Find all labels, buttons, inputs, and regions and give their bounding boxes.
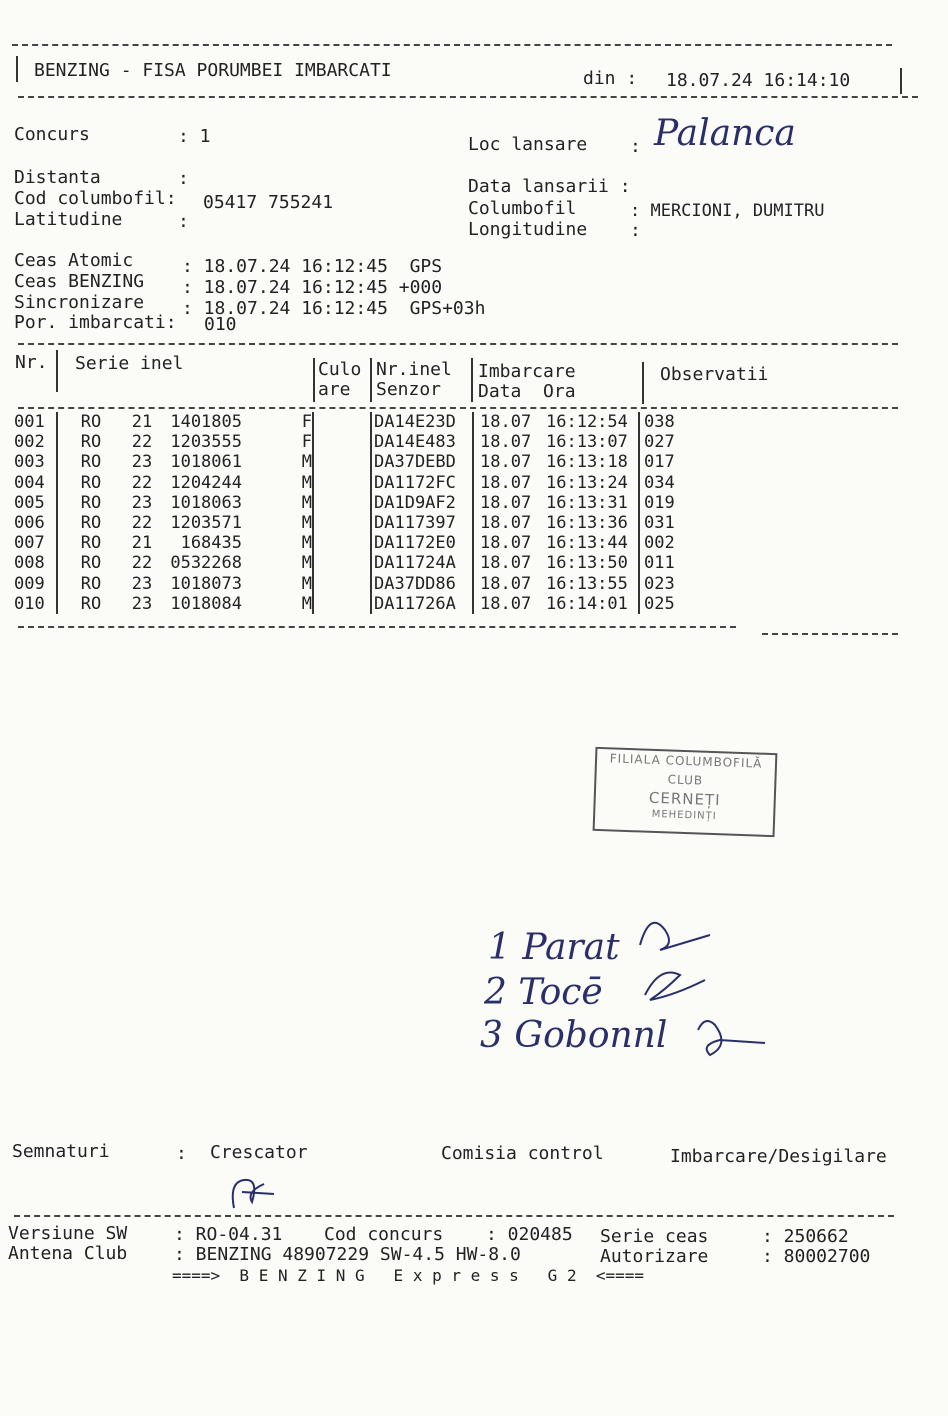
- cell-sensor: DA117397: [374, 513, 456, 534]
- serie-ceas-value: : 250662: [762, 1226, 849, 1247]
- header-top-rule: [12, 44, 892, 46]
- cell-ring: 1018084: [170, 593, 242, 614]
- cell-sex: F: [301, 412, 312, 432]
- versiune-sw-label: Versiune SW: [8, 1223, 128, 1244]
- cell-date: 18.07: [480, 573, 532, 594]
- table-bottom-rule-right: [762, 633, 898, 635]
- cell-sex: M: [301, 452, 312, 473]
- concurs-label: Concurs: [14, 124, 90, 145]
- cod-columbofil-value: 05417 755241: [203, 192, 334, 213]
- table-row: [14, 533, 684, 553]
- cell-date: 18.07: [480, 593, 532, 614]
- cell-sex: M: [301, 533, 312, 554]
- cell-empty: [316, 473, 371, 493]
- table-row: [14, 452, 684, 472]
- latitudine-colon: :: [178, 211, 189, 232]
- cell-time: 16:13:24: [546, 472, 628, 493]
- col-header-serie: Serie inel: [75, 353, 184, 374]
- table-top-rule: [18, 343, 898, 345]
- cell-time: 16:13:55: [546, 573, 628, 594]
- table-row: [14, 574, 684, 594]
- col-header-nr: Nr.: [15, 352, 48, 373]
- cell-empty: [316, 493, 371, 513]
- cell-ring: 1018073: [170, 573, 242, 594]
- cell-sensor: DA37DD86: [374, 573, 456, 594]
- sincronizare-label: Sincronizare: [14, 292, 145, 313]
- cell-empty: [316, 513, 371, 533]
- cell-date: 18.07: [480, 452, 532, 473]
- cell-nr: 001: [14, 412, 45, 432]
- ceas-atomic-label: Ceas Atomic: [14, 250, 134, 271]
- ceas-atomic-value: : 18.07.24 16:12:45 GPS: [182, 256, 443, 277]
- cell-sex: M: [301, 513, 312, 534]
- col-divider-culoare: [370, 358, 372, 402]
- cell-nr: 006: [14, 513, 45, 534]
- cell-sensor: DA37DEBD: [374, 452, 456, 473]
- cell-sex: M: [301, 553, 312, 574]
- cell-time: 16:13:31: [546, 492, 628, 513]
- handwritten-signature-marks: [620, 905, 770, 1065]
- crescator-signature: [224, 1172, 284, 1212]
- columbofil-label: Columbofil: [468, 198, 577, 219]
- cell-country: RO: [80, 513, 102, 534]
- cell-obs: 002: [644, 533, 675, 554]
- cell-ring: 0532268: [170, 553, 242, 574]
- header-left-border: [16, 56, 18, 82]
- table-header-rule: [18, 407, 898, 409]
- porumbei-imbarcati-label: Por. imbarcati:: [14, 312, 177, 333]
- cell-empty: [316, 553, 371, 573]
- cell-obs: 031: [644, 513, 675, 534]
- versiune-sw-value: : RO-04.31: [174, 1224, 283, 1245]
- cell-nr: 010: [14, 593, 45, 614]
- col-divider-nr: [56, 350, 58, 392]
- table-row: [14, 432, 684, 452]
- cell-sex: M: [301, 593, 312, 614]
- cod-concurs-value: : 020485: [486, 1224, 573, 1245]
- comisia-control-label: Comisia control: [441, 1143, 604, 1164]
- cell-ring: 1203555: [170, 432, 242, 453]
- cell-nr: 005: [14, 492, 45, 513]
- table-row: [14, 594, 684, 614]
- cell-obs: 017: [644, 452, 675, 473]
- cell-sex: M: [301, 573, 312, 594]
- pigeons-table-body: [14, 412, 684, 614]
- cod-concurs-label: Cod concurs: [324, 1224, 444, 1245]
- loc-lansare-colon: :: [630, 136, 641, 157]
- header-bottom-rule: [18, 96, 918, 98]
- cell-year: 21: [131, 412, 153, 432]
- cell-ring: 1018063: [170, 492, 242, 513]
- sincronizare-value: : 18.07.24 16:12:45 GPS+03h: [182, 298, 486, 319]
- cell-country: RO: [80, 553, 102, 574]
- cell-obs: 034: [644, 472, 675, 493]
- stamp-line-2: CLUB: [667, 772, 704, 788]
- cell-sex: M: [301, 472, 312, 493]
- cell-sensor: DA1172E0: [374, 533, 456, 554]
- cell-year: 22: [131, 553, 153, 574]
- semnaturi-colon: :: [176, 1143, 187, 1164]
- footer-top-rule: [14, 1215, 894, 1217]
- col-divider-imbarcare: [642, 362, 644, 404]
- cell-sensor: DA11726A: [374, 593, 456, 614]
- cell-obs: 027: [644, 432, 675, 453]
- cell-country: RO: [80, 472, 102, 493]
- cell-time: 16:13:36: [546, 513, 628, 534]
- crescator-label: Crescator: [210, 1142, 308, 1163]
- cell-year: 22: [131, 472, 153, 493]
- longitudine-label: Longitudine: [468, 219, 588, 240]
- cell-country: RO: [80, 573, 102, 594]
- antena-club-label: Antena Club: [8, 1243, 128, 1264]
- semnaturi-label: Semnaturi: [12, 1141, 110, 1162]
- cell-nr: 002: [14, 432, 45, 453]
- col-header-nrinel-2: Senzor: [376, 379, 442, 400]
- loc-lansare-label: Loc lansare: [468, 134, 588, 155]
- serie-ceas-label: Serie ceas: [600, 1226, 709, 1247]
- longitudine-colon: :: [630, 220, 641, 241]
- cell-date: 18.07: [480, 513, 532, 534]
- cell-empty: [316, 533, 371, 553]
- col-header-culoare-1: Culo: [318, 359, 362, 380]
- autorizare-label: Autorizare: [600, 1246, 709, 1267]
- cell-ring: 168435: [180, 533, 242, 554]
- handwritten-line-1: 1 Parat: [488, 927, 620, 968]
- cell-date: 18.07: [480, 432, 532, 453]
- table-bottom-rule: [18, 626, 736, 628]
- cell-country: RO: [80, 492, 102, 513]
- benzing-express-banner: ====> B E N Z I N G E x p r e s s G 2 <====: [172, 1266, 645, 1285]
- table-row: [14, 513, 684, 533]
- cell-year: 22: [131, 513, 153, 534]
- distanta-colon: :: [178, 168, 189, 189]
- cell-year: 23: [131, 492, 153, 513]
- col-divider-serie: [313, 358, 315, 402]
- imbarcare-desigilare-label: Imbarcare/Desigilare: [670, 1146, 887, 1167]
- cell-year: 23: [131, 573, 153, 594]
- cell-sensor: DA14E483: [374, 432, 456, 453]
- handwritten-line-3: 3 Gobonnl: [480, 1015, 668, 1056]
- cell-time: 16:12:54: [546, 412, 628, 432]
- cell-time: 16:13:07: [546, 432, 628, 453]
- antena-club-value: : BENZING 48907229 SW-4.5 HW-8.0: [174, 1244, 521, 1265]
- cell-empty: [316, 412, 371, 432]
- header-din-label: din :: [583, 68, 638, 89]
- col-divider-nrinel: [471, 358, 473, 402]
- columbofil-value: : MERCIONI, DUMITRU: [630, 201, 825, 221]
- loc-lansare-handwritten: Palanca: [654, 113, 796, 154]
- cell-date: 18.07: [480, 472, 532, 493]
- cell-obs: 011: [644, 553, 675, 574]
- cell-year: 23: [131, 593, 153, 614]
- cell-nr: 008: [14, 553, 45, 574]
- ceas-benzing-value: : 18.07.24 16:12:45 +000: [182, 277, 443, 298]
- cell-nr: 009: [14, 573, 45, 594]
- cell-sensor: DA1172FC: [374, 472, 456, 493]
- table-row: [14, 473, 684, 493]
- col-header-imbarcare-2: Data Ora: [478, 381, 576, 402]
- cell-ring: 1203571: [170, 513, 242, 534]
- cell-empty: [316, 452, 371, 472]
- cell-country: RO: [80, 533, 102, 554]
- cell-date: 18.07: [480, 533, 532, 554]
- cell-year: 23: [131, 452, 153, 473]
- cell-nr: 004: [14, 472, 45, 493]
- document-title: BENZING - FISA PORUMBEI IMBARCATI: [34, 60, 392, 81]
- col-header-imbarcare-1: Imbarcare: [478, 361, 576, 382]
- concurs-value: : 1: [178, 126, 211, 147]
- table-row: [14, 493, 684, 513]
- ceas-benzing-label: Ceas BENZING: [14, 271, 145, 292]
- col-header-nrinel-1: Nr.inel: [376, 359, 452, 380]
- table-row: [14, 553, 684, 573]
- club-stamp: [593, 747, 778, 837]
- cell-country: RO: [80, 432, 102, 453]
- cell-date: 18.07: [480, 553, 532, 574]
- cod-columbofil-label: Cod columbofil:: [14, 188, 177, 209]
- cell-nr: 007: [14, 533, 45, 554]
- cell-country: RO: [80, 412, 102, 432]
- table-row: [14, 412, 684, 432]
- cell-obs: 019: [644, 492, 675, 513]
- cell-date: 18.07: [480, 492, 532, 513]
- header-right-border: [900, 68, 902, 94]
- cell-ring: 1018061: [170, 452, 242, 473]
- cell-sensor: DA11724A: [374, 553, 456, 574]
- cell-sensor: DA1D9AF2: [374, 492, 456, 513]
- cell-ring: 1204244: [170, 472, 242, 493]
- cell-time: 16:14:01: [546, 593, 628, 614]
- cell-sensor: DA14E23D: [374, 412, 456, 432]
- header-datetime: 18.07.24 16:14:10: [666, 70, 851, 91]
- cell-sex: F: [301, 432, 312, 453]
- cell-empty: [316, 594, 371, 614]
- handwritten-line-2: 2 Tocē: [484, 972, 603, 1013]
- porumbei-imbarcati-value: 010: [204, 314, 237, 335]
- cell-nr: 003: [14, 452, 45, 473]
- cell-empty: [316, 432, 371, 452]
- cell-obs: 025: [644, 593, 675, 614]
- cell-year: 22: [131, 432, 153, 453]
- stamp-line-4: MEHEDINȚI: [651, 808, 717, 823]
- distanta-label: Distanta: [14, 167, 101, 188]
- col-header-observatii: Observatii: [660, 364, 769, 385]
- cell-empty: [316, 574, 371, 594]
- cell-time: 16:13:50: [546, 553, 628, 574]
- cell-date: 18.07: [480, 412, 532, 432]
- cell-ring: 1401805: [170, 412, 242, 432]
- autorizare-value: : 80002700: [762, 1246, 871, 1267]
- stamp-line-3: CERNEȚI: [648, 788, 721, 810]
- cell-time: 16:13:18: [546, 452, 628, 473]
- cell-obs: 023: [644, 573, 675, 594]
- pigeons-table: [14, 412, 684, 614]
- cell-obs: 038: [644, 412, 675, 432]
- cell-year: 21: [131, 533, 153, 554]
- cell-country: RO: [80, 593, 102, 614]
- col-header-culoare-2: are: [318, 379, 351, 400]
- stamp-line-1: FILIALA COLUMBOFILĂ: [609, 751, 763, 771]
- cell-country: RO: [80, 452, 102, 473]
- cell-sex: M: [301, 492, 312, 513]
- data-lansarii-label: Data lansarii :: [468, 176, 631, 197]
- cell-time: 16:13:44: [546, 533, 628, 554]
- latitudine-label: Latitudine: [14, 209, 123, 230]
